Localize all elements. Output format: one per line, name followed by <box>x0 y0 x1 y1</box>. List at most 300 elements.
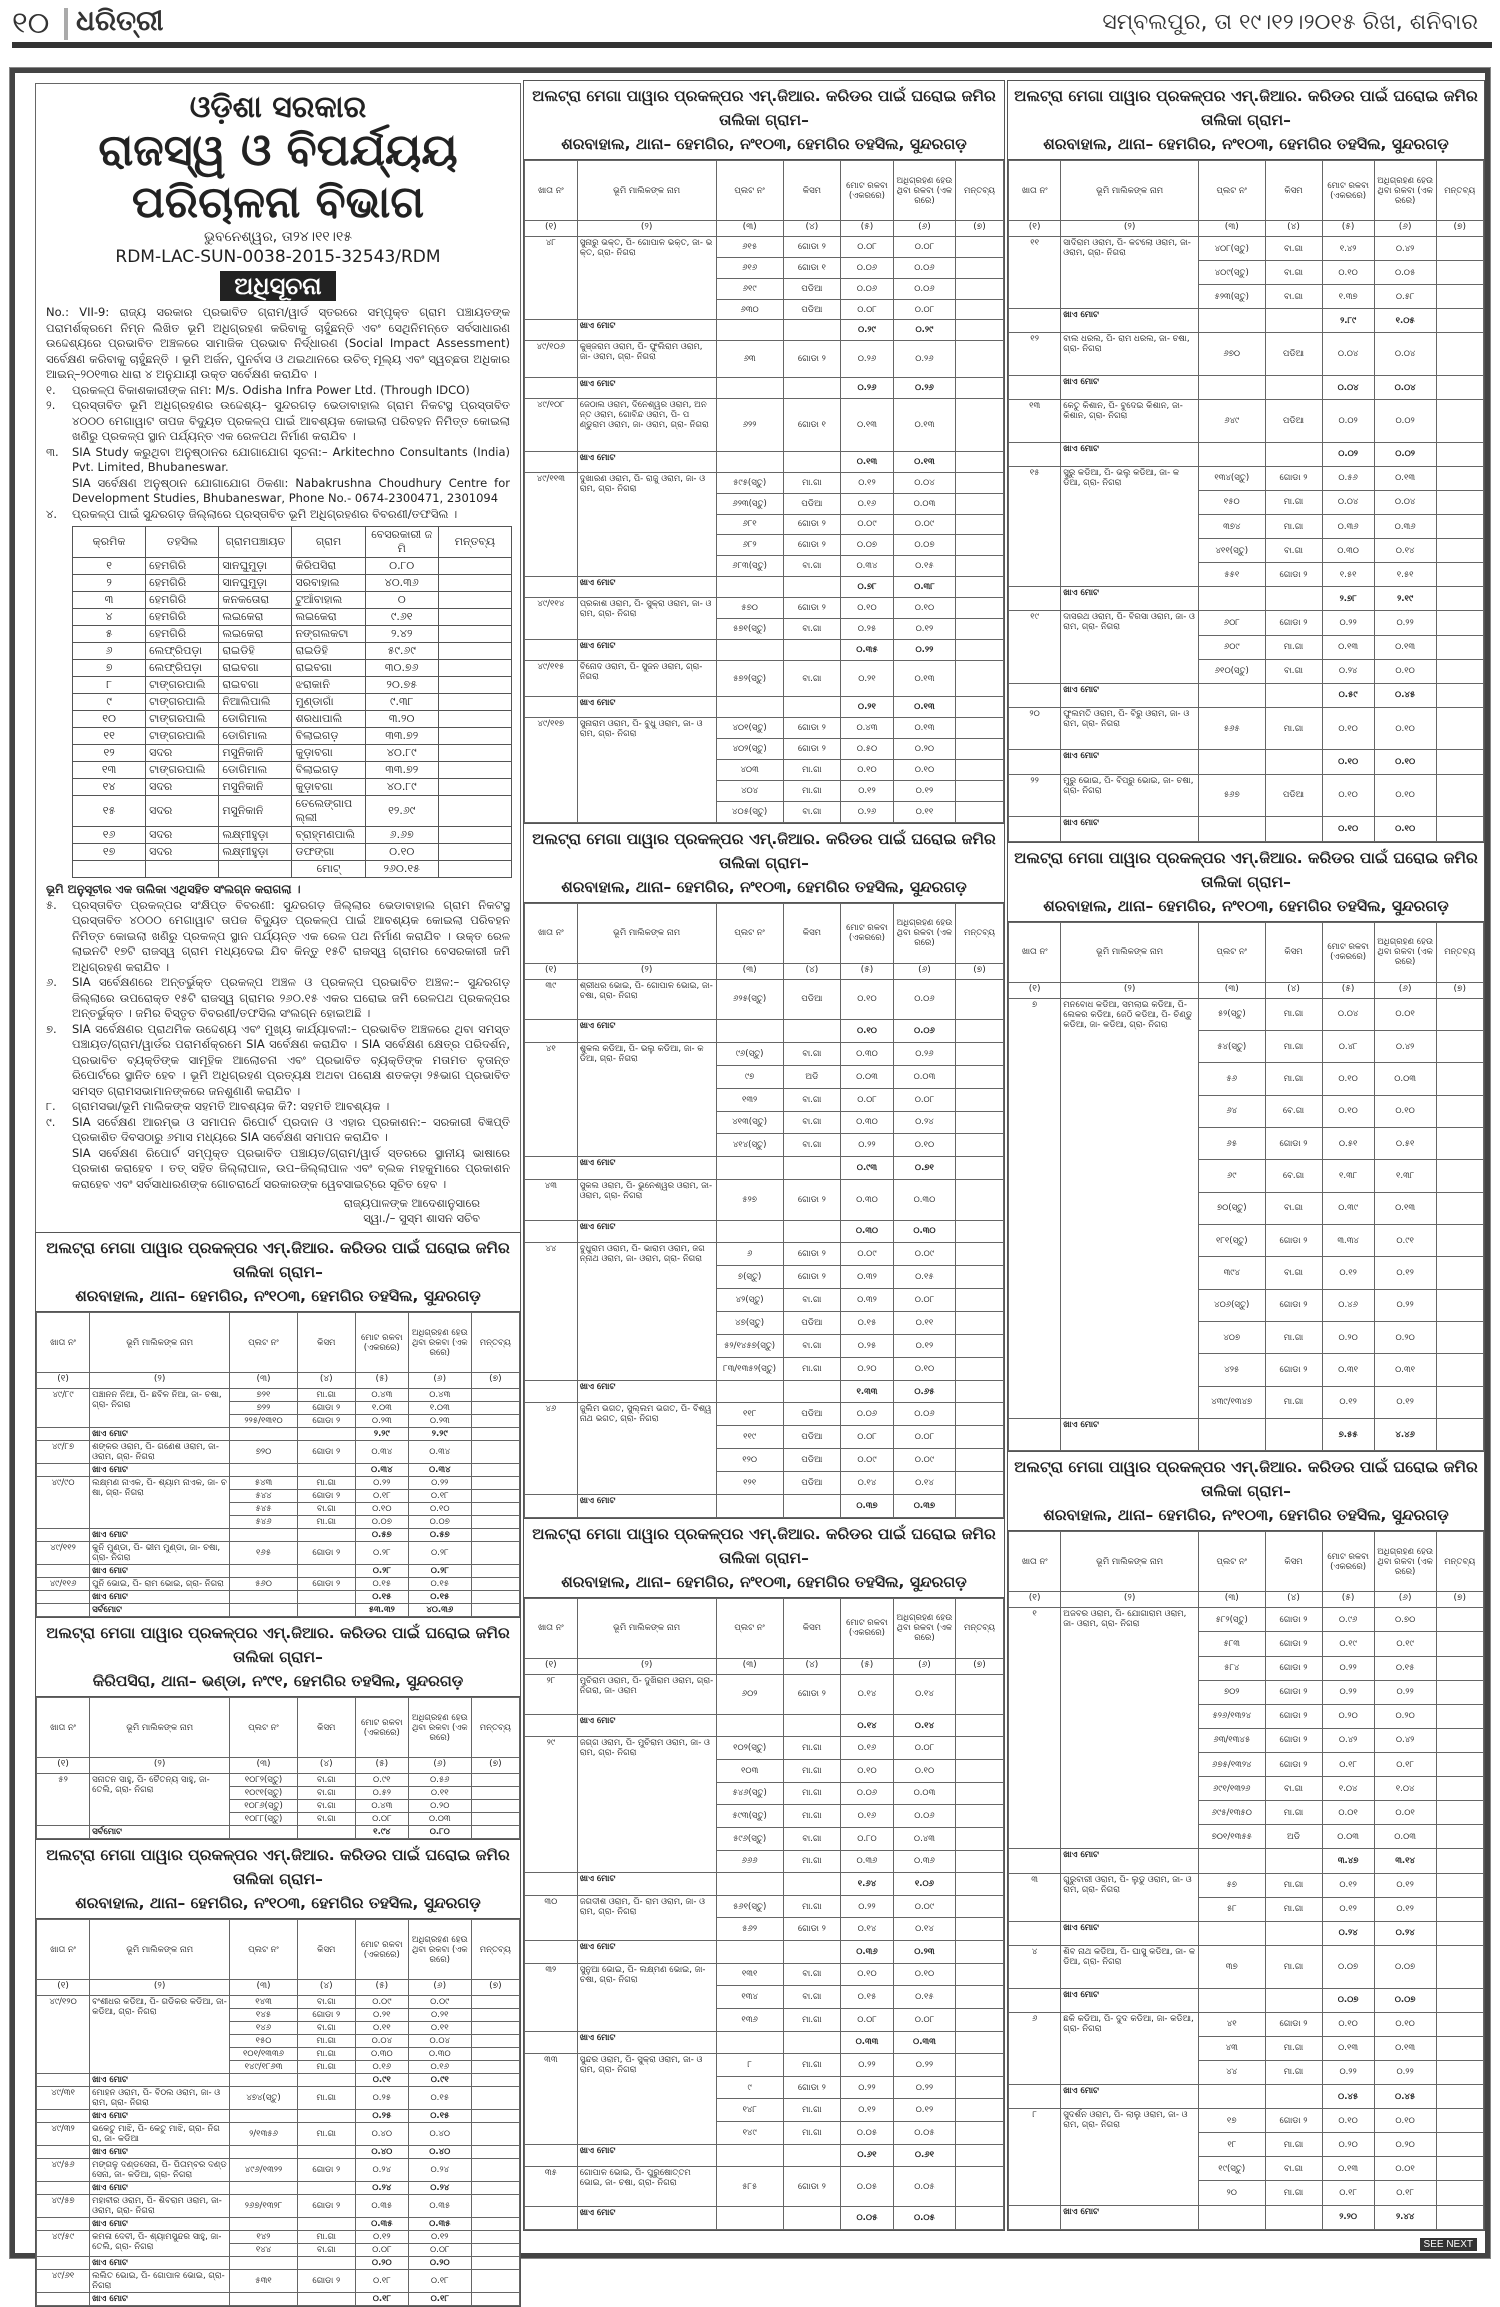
column-header: କିସମ <box>297 1313 355 1373</box>
land-schedule-table <box>36 1312 520 1617</box>
item-number: ୭. <box>46 1021 57 1036</box>
plot-cell: ୦.୦୬ <box>893 1403 955 1426</box>
plot-cell: ୫୪୩ <box>230 1477 298 1490</box>
plot-cell: ବା.ଗା <box>783 618 840 639</box>
subtotal-label: ଖାଏ ମୋଟ <box>90 2293 230 2306</box>
column-header: ମୋଟ ରକବା (ଏକରରେ) <box>841 903 894 963</box>
plot-cell: ୦.୭୦ <box>1374 1608 1436 1632</box>
subtotal-row <box>1009 2085 1484 2109</box>
subtotal-total: ୦.୯୧ <box>355 2074 408 2087</box>
column-header: ମୋଟ ରକବା (ଏକରରେ) <box>355 1313 408 1373</box>
remark-cell <box>956 1827 1004 1850</box>
table-header-row <box>1009 922 1484 982</box>
subtotal-row <box>1009 1419 1484 1451</box>
item-text: SIA ସର୍ବେକ୍ଷଣରେ ଅନ୍ତର୍ଭୁକ୍ତ ପ୍ରକଳ୍ପ ଅଞ୍ଚଳ ଓ ପ୍ରକଳ୍ପ ପ୍ରଭାବିତ ଅଞ୍ଚଳ:– ସୁନ୍ଦରଗଡ଼ ଜିଲ୍ଲାରେ ଉପରୋକ୍ତ ୧୫ଟି ରାଜସ୍ୱ ଗ୍ରାମର ୨୬୦.୧୫ ଏକର ଘରୋଇ ଜମି ରେଳପଥ ପ୍ରକଳ୍ପର ଅନ୍ତର୍ଭୁକ୍ତ । ଜମିର ବିସ୍ତୃତ ବିବରଣୀ/ତଫସିଲ ସଂଲଗ୍ନ ହୋଇଅଛି । <box>72 975 510 1020</box>
table-row <box>1009 1608 1484 1632</box>
column-number: (୩) <box>1199 982 1266 998</box>
grand-total-row <box>37 1826 520 1839</box>
remark-cell <box>1436 1386 1484 1418</box>
remark-cell <box>1436 1728 1484 1752</box>
table-cell <box>37 2110 90 2123</box>
subtotal-row <box>37 2293 520 2306</box>
summary-cell: ଲେଫ୍ରିପଡ଼ା <box>146 643 219 660</box>
plot-cell: ମା.ଗା <box>1265 1030 1322 1062</box>
plot-cell: ୫୬୭ <box>1199 774 1266 817</box>
table-cell <box>716 1941 783 1964</box>
plot-cell: ମା.ଗା <box>783 780 840 801</box>
plot-cell: ମା.ଗା <box>297 2048 355 2061</box>
plot-cell: ୦.୨୪ <box>408 2159 471 2182</box>
summary-cell: ହେମଗିରି <box>146 575 219 592</box>
plot-cell: ୦.୧୨ <box>893 2099 955 2122</box>
subtotal-acquired: ୦.୬୧ <box>893 2144 955 2167</box>
column-number: (୩) <box>230 1980 298 1996</box>
plot-cell: ପଡିଆ <box>783 1449 840 1472</box>
table-cell <box>716 2031 783 2054</box>
plot-cell: ୫୭୧(ସ୍ତୁ) <box>716 618 783 639</box>
government-notice <box>35 83 521 1233</box>
column-header: ଅଧିଗ୍ରହଣ ହେଉଥିବା ରକବା (ଏକରରେ) <box>893 903 955 963</box>
plot-cell: ୦.୧୫ <box>841 1312 894 1335</box>
summary-cell: ଲଇକେରା <box>292 609 365 626</box>
plot-cell: ୦.୦୯ <box>841 514 894 535</box>
table-row <box>1009 774 1484 817</box>
remark-cell <box>956 1088 1004 1111</box>
subtotal-label: ଖାଏ ମୋଟ <box>90 1565 230 1578</box>
plot-cell: ୦.୦୯ <box>893 1449 955 1472</box>
signatory: ସ୍ୱା./– ସୁସ୍ମ ଶାସନ ସଚିବ <box>363 1211 480 1225</box>
plot-cell: ୦.୧୩ <box>1374 635 1436 659</box>
remark-cell <box>1436 333 1484 376</box>
subtotal-label: ଖାଏ ମୋଟ <box>1061 1419 1199 1451</box>
plot-cell: ମା.ଗା <box>783 2054 840 2077</box>
remark-cell <box>1436 490 1484 514</box>
table-header-row <box>525 1598 1004 1658</box>
plot-cell: ଗୋଡା ୨ <box>297 1415 355 1428</box>
plot-cell: ୭୦୨ <box>1199 1680 1266 1704</box>
plot-cell: ୦.୧୪ <box>893 1472 955 1495</box>
notice-item <box>46 476 510 507</box>
remark-cell <box>956 697 1004 718</box>
plot-cell: ୦.୪୩ <box>355 1389 408 1402</box>
summary-cell: ଟାଙ୍ଗରପାଲି <box>146 762 219 779</box>
grand-total: ୫୩.୩୨ <box>355 1604 408 1617</box>
plot-cell: ୫୨/୧୪୫୭(ସ୍ତୁ) <box>716 1334 783 1357</box>
summary-cell: ତେଲେଙ୍ଗାପଲ୍ଲୀ <box>292 796 365 827</box>
plot-cell: ୬୩ <box>716 341 783 378</box>
table-cell <box>525 378 578 399</box>
plot-cell: ୦.୦୧ <box>1322 1801 1374 1825</box>
plot-cell: ଗୋଡା ୨ <box>297 1578 355 1591</box>
plot-cell: ୦.୨୨ <box>841 2054 894 2077</box>
table-header-row <box>525 903 1004 963</box>
subtotal-total: ୨.୨୦ <box>1322 2205 1374 2229</box>
owner-name: ସୁଦର୍ଶନ ଓରାମ, ପି- ଲାଲୁ ଓରାମ, ଜା- ଓରାମ, ଗ୍ରା- ନିଗରା <box>1061 2109 1199 2205</box>
summary-header-cell: ଗ୍ରାମପଞ୍ଚାୟତ <box>219 527 292 558</box>
table-cell <box>716 1873 783 1896</box>
remark-cell <box>956 2167 1004 2207</box>
plot-cell: ୦.୧୫ <box>408 2087 471 2110</box>
subtotal-row <box>37 2110 520 2123</box>
subtotal-acquired: ୦.୩୩ <box>893 2031 955 2054</box>
plot-cell: ୦.୧୨ <box>1322 1257 1374 1289</box>
remark-cell <box>471 2293 519 2306</box>
plot-cell: ୦.୩୦ <box>408 2048 471 2061</box>
column-number: (୫) <box>1322 1592 1374 1608</box>
remark-cell <box>471 2110 519 2123</box>
land-schedule-table <box>524 1598 1004 2230</box>
column-number: (୫) <box>841 221 894 237</box>
column-number: (୩) <box>716 963 783 979</box>
plot-cell: ୦.୦୮ <box>893 1289 955 1312</box>
plot-cell: ୦.୧୪ <box>841 1472 894 1495</box>
plot-cell: ୦.୩୫ <box>408 2195 471 2218</box>
subtotal-total: ୧.୩୩ <box>841 1380 894 1403</box>
remark-cell <box>956 278 1004 299</box>
plot-cell: ୬ <box>716 1243 783 1266</box>
table-cell <box>1009 1849 1061 1873</box>
plot-cell: ୦.୧୦ <box>1374 2012 1436 2036</box>
table-cell <box>716 1714 783 1737</box>
column-number-row <box>525 1658 1004 1674</box>
plot-cell: ଗୋଡା ୨ <box>297 2195 355 2218</box>
item-number: ୬. <box>46 975 57 989</box>
plot-cell: ମା.ଗା <box>1265 2133 1322 2157</box>
column-number-row <box>1009 1592 1484 1608</box>
remark-cell <box>1436 2109 1484 2133</box>
subtotal-label: ଖାଏ ମୋଟ <box>577 1380 716 1403</box>
remark-cell <box>956 639 1004 660</box>
summary-cell: ୨ <box>73 575 146 592</box>
plot-cell: ବା.ଗା <box>783 1289 840 1312</box>
plot-cell: ବା.ଗା <box>1265 1257 1322 1289</box>
plot-cell: ୧୦୮୬(ସ୍ତୁ) <box>230 1800 298 1813</box>
table-row <box>37 1774 520 1787</box>
plot-cell: ୧୨୦ <box>716 1449 783 1472</box>
remark-cell <box>1436 1849 1484 1873</box>
subtotal-label: ଖାଏ ମୋଟ <box>577 639 716 660</box>
plot-cell: ବେ.ଗା <box>1265 1095 1322 1127</box>
plot-cell: ୬୧୬ <box>716 257 783 278</box>
column-number: (୨) <box>1061 1592 1199 1608</box>
remark-cell <box>471 1542 519 1565</box>
remark-cell <box>956 2054 1004 2077</box>
plot-cell: ପଡିଆ <box>783 1426 840 1449</box>
summary-cell: ୪୦.୩୬ <box>365 575 438 592</box>
owner-name: ବଂଶୀଧର କଡିଆ, ପି- ଗଡିକର କଡିଆ, ଜା- କଡିଆ, ଗ୍ରା- ନିଗରା <box>90 1996 230 2074</box>
plot-cell: ୦.୦୭ <box>1374 1945 1436 1988</box>
summary-cell: ୧ <box>73 558 146 575</box>
remark-cell <box>956 237 1004 258</box>
remark-cell <box>956 257 1004 278</box>
place-date: ଭୁବନେଶ୍ୱର, ତା୨୪।୧୧।୧୫ <box>203 229 353 245</box>
table-cell <box>37 1565 90 1578</box>
plot-cell: ବା.ଗା <box>783 1827 840 1850</box>
table-row <box>37 1389 520 1402</box>
plot-cell: ବା.ଗା <box>297 1800 355 1813</box>
column-header: ଖାତା ନଂ <box>525 1598 578 1658</box>
subtotal-acquired: ୦.୨୪ <box>408 2182 471 2195</box>
column-number: (୪) <box>783 963 840 979</box>
summary-header-cell: ତହସିଲ <box>146 527 219 558</box>
table-header-row <box>525 161 1004 221</box>
item-text: ପ୍ରକଳ୍ପ ପାଇଁ ସୁନ୍ଦରଗଡ଼ ଜିଲ୍ଲାରେ ପ୍ରସ୍ତାବିତ ଭୂମି ଅଧିଗ୍ରହଣର ବିବରଣୀ/ତଫସିଲ । <box>72 506 458 521</box>
table-row <box>525 237 1004 258</box>
plot-cell: ୦.୨୨ <box>893 2076 955 2099</box>
remark-cell <box>471 2074 519 2087</box>
table-title-line: ଶରବାହାଲ, ଥାନା– ହେମଗିର, ନଂ୧୦୩, ହେମଗିର ତହସିଲ, ସୁନ୍ଦରଗଡ଼ <box>75 1287 481 1305</box>
summary-cell: ହେମଗିରି <box>146 626 219 643</box>
subtotal-label: ଖାଏ ମୋଟ <box>577 1873 716 1896</box>
plot-cell: ୦.୦୯ <box>893 1243 955 1266</box>
grand-total-label: ସର୍ବମୋଟ <box>90 1604 230 1617</box>
plot-cell: ୦.୩୨ <box>841 1266 894 1289</box>
subtotal-acquired: ୦.୦୭ <box>1374 1988 1436 2012</box>
summary-cell: ସଦର <box>146 745 219 762</box>
column-number: (୭) <box>1436 221 1484 237</box>
plot-cell: ୦.୧୨ <box>1322 1873 1374 1897</box>
plot-cell: ଗୋଡା ୨ <box>1265 1289 1322 1321</box>
owner-name: ଛକି କଡିଆ, ପି- ଦୁଦ କଡିଆ, ଜା- କଡିଆ, ଗ୍ରା- ନିଗରା <box>1061 2012 1199 2084</box>
table-cell <box>1199 309 1266 333</box>
plot-cell: ଗୋଡା ୨ <box>1265 1680 1322 1704</box>
plot-cell: ପଡିଆ <box>783 1472 840 1495</box>
plot-cell: ଗୋଡା ୨ <box>783 2076 840 2099</box>
summary-cell: ଟାଙ୍ଗରପାଲି <box>146 711 219 728</box>
total-value: ୨୬୦.୧୫ <box>365 861 438 878</box>
plot-cell: ୧.୦୩ <box>355 1402 408 1415</box>
subtotal-acquired: ୦.୧୩ <box>893 451 955 472</box>
subtotal-total: ୦.୧୫ <box>355 1591 408 1604</box>
remark-cell <box>1436 237 1484 261</box>
plot-cell: ୦.୦୬ <box>893 979 955 1019</box>
owner-name: କେତୁ କିଶାନ, ପି- ବୁଦେଇ କିଶାନ, ଜା- କିଶାନ, ଗ୍ରା- ନିଗରା <box>1061 400 1199 443</box>
plot-cell: ୦.୨୦ <box>893 739 955 760</box>
table-title-line: ଶରବାହାଲ, ଥାନା– ହେମଗିର, ନଂ୧୦୩, ହେମଗିର ତହସିଲ, ସୁନ୍ଦରଗଡ଼ <box>1043 135 1449 153</box>
subtotal-total: ୦.୧୦ <box>1322 750 1374 774</box>
plot-cell: ୧୪୬ <box>230 2022 298 2035</box>
column-header: ଖାତା ନଂ <box>37 1313 90 1373</box>
remark-cell <box>1436 2085 1484 2109</box>
column-number: (୫) <box>355 1980 408 1996</box>
subtotal-row <box>37 1464 520 1477</box>
summary-cell: ଲକ୍ଷ୍ମୀହୁଡ଼ା <box>219 827 292 844</box>
subtotal-total: ୧.୬୪ <box>841 1873 894 1896</box>
remark-cell <box>438 844 511 861</box>
subtotal-total: ୨.୭୮ <box>1322 587 1374 611</box>
subtotal-row <box>1009 309 1484 333</box>
item-text: ପ୍ରକଳ୍ପ ବିକାଶକାରୀଙ୍କ ନାମ: M/s. Odisha Infra Power Ltd. (Through IDCO) <box>72 382 470 397</box>
plot-cell: ୦.୧୫ <box>893 1266 955 1289</box>
khata-number: ୪୧ <box>525 1042 578 1156</box>
summary-cell: ୩ <box>73 592 146 609</box>
plot-cell: ବା.ଗା <box>1265 1777 1322 1801</box>
plot-cell: ୭୨୧ <box>230 1389 298 1402</box>
plot-cell: ୦.୪୨ <box>1374 1728 1436 1752</box>
plot-cell: ୬୫ <box>1199 1127 1266 1159</box>
subtotal-total: ୦.୯୩ <box>841 1157 894 1180</box>
plot-cell: ଗୋଡା ୨ <box>1265 1632 1322 1656</box>
plot-cell: ୦.୯୬ <box>1322 1608 1374 1632</box>
column-header: ମନ୍ତବ୍ୟ <box>956 161 1004 221</box>
plot-cell: ୦.୩୪ <box>841 556 894 577</box>
plot-cell: ବା.ଗା <box>297 1774 355 1787</box>
plot-cell: ୦.୨୦ <box>1322 1321 1374 1353</box>
khata-number: ୪୯/୮୭ <box>37 1441 90 1464</box>
plot-cell: ଗୋଡା ୨ <box>783 718 840 739</box>
owner-name: ମୁଚିରାମ ଓରାମ, ପି- ଦୁଖିରାମ ଓରାମ, ଗ୍ରା- ନିଗରା, ଜା- ଓରାମ <box>577 1674 716 1714</box>
plot-cell: ୦.୧୦ <box>1322 774 1374 817</box>
plot-cell: ୦.୫୮ <box>1374 285 1436 309</box>
subtotal-row <box>525 1157 1004 1180</box>
table-title-line: ଅଲଟ୍ରା ମେଗା ପାୱାର ପ୍ରକଳ୍ପର ଏମ୍.ଜିଆର. କରିଡର ପାଇଁ ଘରୋଇ ଜମିର ତାଲିକା ଗ୍ରାମ– <box>532 1524 996 1567</box>
owner-name: କମଳା ଦେବୀ, ପି- ଶ୍ୟାମସୁନ୍ଦର ସାହୁ, ଜା- ତେଲି, ଗ୍ରା- ନିଗରା <box>90 2231 230 2257</box>
plot-cell: ୦.୧୬ <box>355 2061 408 2074</box>
remark-cell <box>471 1477 519 1490</box>
khata-number: ୪୯/୧୦୮ <box>525 399 578 452</box>
plot-cell: ଗୋଡା ୨ <box>1265 1127 1322 1159</box>
plot-cell: ୧୦୮୮(ସ୍ତୁ) <box>230 1813 298 1826</box>
table-cell <box>716 320 783 341</box>
owner-name: ଶୁକଲ କଡିଆ, ପି- ଭଲୁ କଡିଆ, ଜା- କଡିଆ, ଗ୍ରା- ନିଗରା <box>577 1042 716 1156</box>
plot-cell: ୦.୦୩ <box>893 1065 955 1088</box>
table-cell <box>525 697 578 718</box>
plot-cell: ୦.୨୨ <box>841 1134 894 1157</box>
table-cell <box>37 2293 90 2306</box>
summary-cell: ୯ <box>73 694 146 711</box>
plot-cell: ୧.୩୮ <box>1374 1160 1436 1192</box>
subtotal-acquired: ୦.୨୨ <box>893 639 955 660</box>
grand-total-label: ସର୍ବମୋଟ <box>90 1826 230 1839</box>
summary-header-cell: ମନ୍ତବ୍ୟ <box>438 527 511 558</box>
khata-number: ୪୯/୧୧୪ <box>525 598 578 640</box>
remark-cell <box>956 535 1004 556</box>
advertisement-frame <box>10 68 1490 2304</box>
plot-cell: ୫୭୨(ସ୍ତୁ) <box>716 660 783 697</box>
subtotal-label: ଖାଏ ମୋଟ <box>1061 2205 1199 2229</box>
column-number: (୧) <box>37 1758 90 1774</box>
subtotal-acquired: ୦.୨୬ <box>893 378 955 399</box>
plot-cell: ଗୋଡା ୨ <box>1265 2109 1322 2133</box>
subtotal-acquired: ୨.୧୯ <box>1374 587 1436 611</box>
column-number: (୫) <box>1322 982 1374 998</box>
summary-cell <box>73 861 146 878</box>
subtotal-row <box>37 2218 520 2231</box>
summary-row <box>73 827 512 844</box>
plot-cell: ୦.୧୬ <box>408 2061 471 2074</box>
item-text: ପ୍ରସ୍ତାବିତ ପ୍ରକଳ୍ପର ସଂକ୍ଷିପ୍ତ ବିବରଣୀ: ସୁନ୍ଦରଗଡ଼ ଜିଲ୍ଲାର ଭେଡାବାହାଲ ଗ୍ରାମ ନିକଟସ୍ଥ ପ୍ରସ୍ତାବିତ ୪୦୦୦ ମେଗାୱାଟ ତାପଜ ବିଦ୍ୟୁତ ପ୍ରକଳ୍ପ ପାଇଁ ଆବଶ୍ୟକ କୋଇଲା ପରିବହନ ନିମିତ୍ତ କୋଇଲା ଖଣିରୁ ପ୍ରକଳ୍ପ ସ୍ଥାନ ପର୍ଯ୍ୟନ୍ତ ଏକ ରେଳ ପଥ ନିର୍ମାଣ କରାଯିବ । ଉକ୍ତ ରେଳ ଲାଇନଟି ୧୭ଟି ରାଜସ୍ୱ ଗ୍ରାମ ମଧ୍ୟଦେଇ ଯିବ କିନ୍ତୁ ୧୫ଟି ରାଜସ୍ୱ ଗ୍ରାମର ବେସରକାରୀ ଜମି ଅଧିଗ୍ରହଣ କରାଯିବ । <box>72 897 510 974</box>
item-number: ୨. <box>46 398 56 412</box>
table-row <box>1009 611 1484 635</box>
khata-number: ୪୯/୫୬ <box>37 2159 90 2182</box>
plot-cell: ୦.୩୦ <box>355 2048 408 2061</box>
plot-cell: ୦.୦୫ <box>841 2167 894 2207</box>
remark-cell <box>438 677 511 694</box>
plot-cell: ୦.୪୬ <box>1322 1289 1374 1321</box>
plot-cell: ୦.୨୮ <box>355 1542 408 1565</box>
khata-number: ୪୯/୫୭ <box>37 2195 90 2218</box>
subtotal-total: ୦.୪୦ <box>355 2146 408 2159</box>
table-cell <box>297 2218 355 2231</box>
remark-cell <box>956 1426 1004 1449</box>
plot-cell: ଗୋଡା ୨ <box>783 2167 840 2207</box>
remark-cell <box>1436 1680 1484 1704</box>
plot-cell: ୭(ସ୍ତୁ) <box>716 1266 783 1289</box>
subtotal-label: ଖାଏ ମୋଟ <box>577 2031 716 2054</box>
summary-row <box>73 677 512 694</box>
remark-cell <box>956 341 1004 378</box>
signature-line: ରାଜ୍ୟପାଳଙ୍କ ଆଦେଶାନୁସାରେ <box>343 1196 480 1210</box>
owner-name: ସୁରୁ କଡିଆ, ପି- ଭଲୁ କଡିଆ, ଜା- କଡିଆ, ଗ୍ରା- ନିଗରା <box>1061 466 1199 586</box>
owner-name: ଶ୍ରୀଧର ଭୋଇ, ପି- ଗୋପାଳ ଭୋଇ, ଜା- ଚଷା, ଗ୍ରା- ନିଗରା <box>577 979 716 1019</box>
column-number: (୩) <box>1199 221 1266 237</box>
summary-cell: ମୁଣ୍ଡାଗାଁ <box>292 694 365 711</box>
table-cell <box>230 1826 298 1839</box>
middle-column <box>523 81 1005 2231</box>
plot-cell: ବା.ଗା <box>783 801 840 822</box>
plot-cell: ୦.୨୪ <box>893 1111 955 1134</box>
summary-header-cell: କ୍ରମିକ <box>73 527 146 558</box>
table-row <box>37 1996 520 2009</box>
plot-cell: ୦.୯୧ <box>355 1774 408 1787</box>
plot-cell: ୧୪୨ <box>230 2231 298 2244</box>
remark-cell <box>471 2218 519 2231</box>
plot-cell: ୬୪୯ <box>1199 400 1266 443</box>
remark-cell <box>471 1464 519 1477</box>
plot-cell: ୦.୨୫ <box>841 618 894 639</box>
remark-cell <box>956 1918 1004 1941</box>
table-title <box>36 1618 520 1697</box>
subtotal-row <box>1009 1849 1484 1873</box>
plot-cell: ୦.୩୪ <box>408 1441 471 1464</box>
column-header: ଅଧିଗ୍ରହଣ ହେଉଥିବା ରକବା (ଏକରରେ) <box>1374 161 1436 221</box>
plot-cell: ୦.୧୪ <box>841 1918 894 1941</box>
summary-cell: ଟାଙ୍ଗରପାଲି <box>146 677 219 694</box>
remark-cell <box>956 1472 1004 1495</box>
plot-cell: ୮୩/୧୩୫୨(ସ୍ତୁ) <box>716 1357 783 1380</box>
plot-cell: ୦.୪୮ <box>1322 1030 1374 1062</box>
table-row <box>37 2231 520 2244</box>
remark-cell <box>956 2122 1004 2145</box>
subtotal-row <box>37 2146 520 2159</box>
summary-cell: ବିଲାଇଗଡ଼ <box>292 728 365 745</box>
remark-cell <box>1436 442 1484 466</box>
summary-row <box>73 660 512 677</box>
plot-cell: ମା.ଗା <box>783 2122 840 2145</box>
khata-number: ୪୯/୬୧ <box>37 2270 90 2293</box>
khata-number: ୩୯ <box>525 979 578 1019</box>
subtotal-label: ଖାଏ ମୋଟ <box>1061 309 1199 333</box>
column-header: ପ୍ଲଟ ନଂ <box>230 1920 298 1980</box>
plot-cell: ୦.୦୮ <box>893 299 955 320</box>
remark-cell <box>438 827 511 844</box>
subtotal-total: ୦.୧୮ <box>355 2293 408 2306</box>
subtotal-total: ୦.୧୦ <box>1322 817 1374 841</box>
plot-cell: ୦.୨୨ <box>1322 1656 1374 1680</box>
plot-cell: ୫୩୧ <box>230 2270 298 2293</box>
remark-cell <box>1436 2012 1484 2036</box>
khata-number: ୨୮ <box>525 1674 578 1714</box>
remark-cell <box>1436 1192 1484 1224</box>
summary-row <box>73 796 512 827</box>
plot-cell: ୧୧୯ <box>716 1426 783 1449</box>
owner-name: ଭକେତୁ ମାଝି, ପି- କେତୁ ମାଝି, ଗ୍ରା- ନିଗରା, ଜା- କଡିଆ <box>90 2123 230 2146</box>
remark-cell <box>1436 1753 1484 1777</box>
subtotal-total: ୦.୩୩ <box>841 2031 894 2054</box>
remark-cell <box>956 1380 1004 1403</box>
khata-number: ୩୦ <box>525 1895 578 1940</box>
remark-cell <box>471 2022 519 2035</box>
